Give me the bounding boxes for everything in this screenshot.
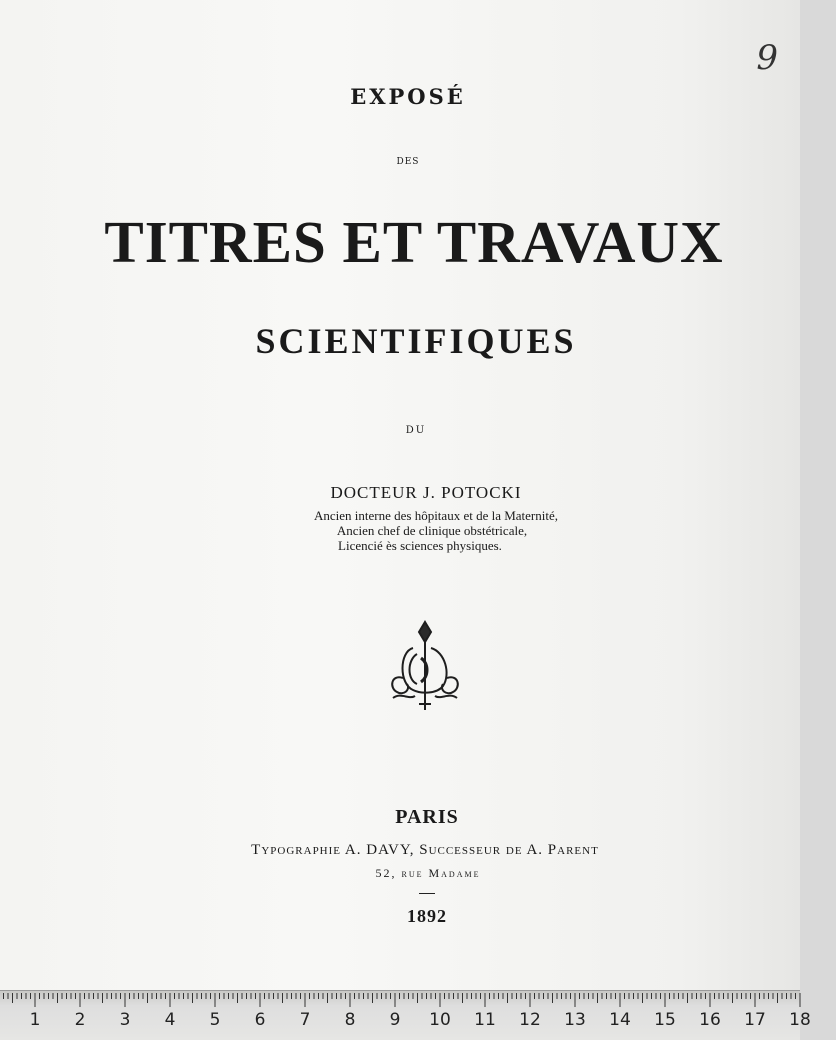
imprint-printer: Typographie A. DAVY, Successeur de A. Parent [251,842,599,858]
author-credential-3: Licencié ès sciences physiques. [338,538,502,553]
title-main: TITRES ET TRAVAUX [104,209,724,275]
ruler-label: 7 [299,1010,311,1030]
ruler-label: 4 [164,1010,176,1030]
author-credential-2: Ancien chef de clinique obstétricale, [336,523,528,538]
ruler-label: 14 [609,1010,631,1030]
ruler-label: 11 [474,1010,496,1030]
ruler-label: 3 [119,1010,131,1030]
ruler-label: 18 [789,1010,811,1030]
title-expose: EXPOSÉ [350,84,466,109]
title-sub: SCIENTIFIQUES [255,321,577,361]
author-credential-1: Ancien interne des hôpitaux et de la Maternité, [313,508,559,523]
ruler-label: 17 [744,1010,766,1030]
ruler-label: 5 [209,1010,221,1030]
ruler-label: 1 [29,1010,41,1030]
ruler-label: 16 [699,1010,721,1030]
ruler-label: 6 [254,1010,266,1030]
monogram-ornament-icon [385,618,465,714]
divider-rule [419,893,435,894]
ruler-label: 13 [564,1010,586,1030]
title-des: DES [396,157,420,167]
title-du: DU [405,425,427,436]
imprint-city: PARIS [395,806,459,828]
ruler-label: 9 [389,1010,401,1030]
ruler-label: 8 [344,1010,356,1030]
ruler-label: 2 [74,1010,86,1030]
author-name: DOCTEUR J. POTOCKI [330,483,522,502]
ruler-label: 12 [519,1010,541,1030]
handwritten-page-number: 9 [756,38,778,78]
ruler-label: 15 [654,1010,676,1030]
imprint-year: 1892 [407,906,447,926]
ruler-label: 10 [429,1010,451,1030]
imprint-address: 52, rue Madame [375,866,481,880]
